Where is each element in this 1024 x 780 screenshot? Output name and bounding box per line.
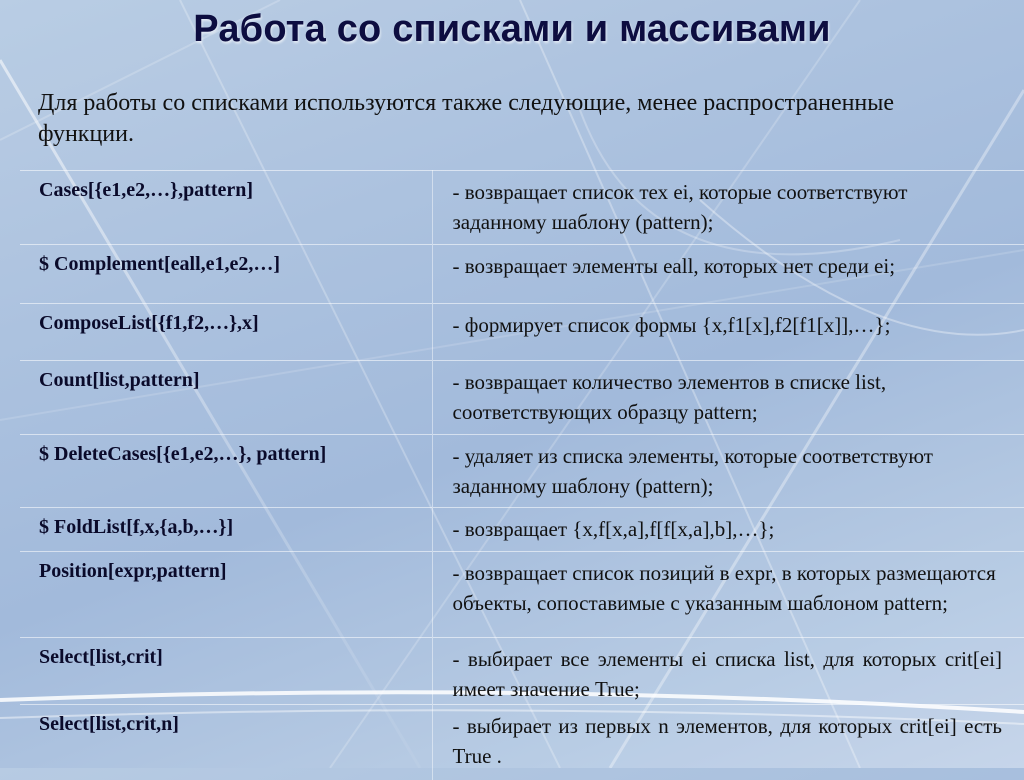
intro-paragraph: Для работы со списками используются также следующие, менее распространенные функции.: [38, 90, 895, 147]
function-signature: $ DeleteCases[{e1,e2,…}, pattern]: [20, 435, 432, 508]
functions-table: [20, 170, 1024, 780]
function-signature: $ Complement[eall,e1,e2,…]: [20, 245, 432, 304]
function-description: - выбирает из первых n элементов, для которых crit[ei] есть True .: [432, 705, 1024, 780]
function-signature: Position[expr,pattern]: [20, 552, 432, 638]
function-description: - выбирает все элементы ei списка list, для которых crit[ei] имеет значение True;: [432, 638, 1024, 705]
function-description: - возвращает количество элементов в списке list, соответствующих образцу pattern;: [432, 361, 1024, 435]
function-signature: $ FoldList[f,x,{a,b,…}]: [20, 508, 432, 552]
table-row: [20, 304, 1024, 361]
table-row: [20, 552, 1024, 638]
table-row: [20, 705, 1024, 780]
table-row: [20, 508, 1024, 552]
function-description: - возвращает список позиций в expr, в которых размещаются объекты, сопоставимые с указанным шаблоном pattern;: [432, 552, 1024, 638]
function-description: - формирует список формы {x,f1[x],f2[f1[x]],…};: [432, 304, 1024, 361]
table-row: [20, 171, 1024, 245]
table-row: [20, 435, 1024, 508]
function-description: - возвращает {x,f[x,a],f[f[x,a],b],…};: [432, 508, 1024, 552]
function-description: - возвращает список тех ei, которые соответствуют заданному шаблону (pattern);: [432, 171, 1024, 245]
table-row: [20, 638, 1024, 705]
function-signature: Cases[{e1,e2,…},pattern]: [20, 171, 432, 245]
function-description: - возвращает элементы eall, которых нет среди ei;: [432, 245, 1024, 304]
function-signature: Count[list,pattern]: [20, 361, 432, 435]
slide-title: Работа со списками и массивами: [193, 8, 831, 50]
function-signature: ComposeList[{f1,f2,…},x]: [20, 304, 432, 361]
function-signature: Select[list,crit,n]: [20, 705, 432, 780]
table-row: [20, 245, 1024, 304]
table-row: [20, 361, 1024, 435]
function-signature: Select[list,crit]: [20, 638, 432, 705]
function-description: - удаляет из списка элементы, которые соответствуют заданному шаблону (pattern);: [432, 435, 1024, 508]
